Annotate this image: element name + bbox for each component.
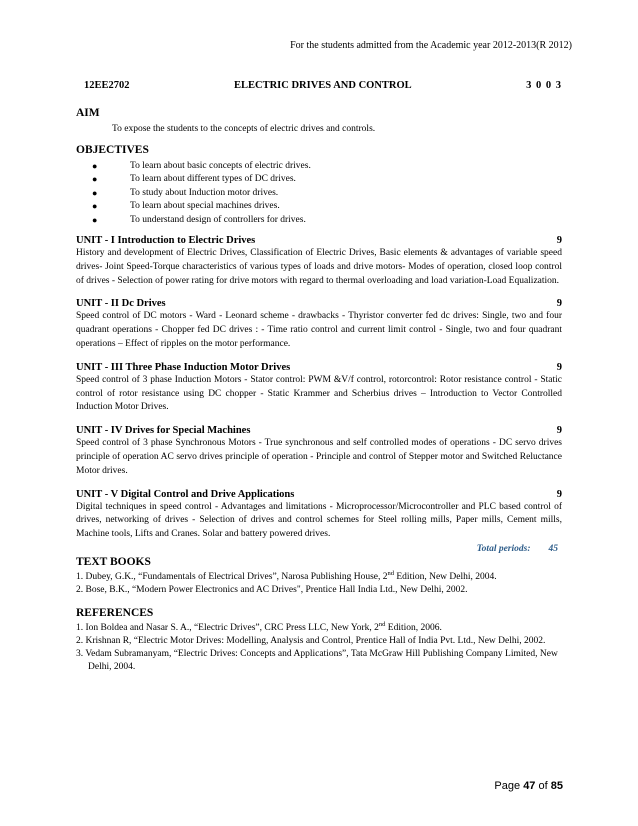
unit-4-body: Speed control of 3 phase Synchronous Motors - True synchronous and self controlled modes of operations - DC servo drives principle of operation AC servo drives principle of operation - Principle and control of Stepper motor and Switched Reluctance Motor drives. [76,438,562,476]
bullet-icon: ● [92,214,98,225]
objective-item: ● To learn about basic concepts of electric drives. [76,160,562,173]
unit-title: UNIT - II Dc Drives [76,298,166,310]
list-item: 2. Bose, B.K., “Modern Power Electronics and AC Drives", Prentice Hall India Ltd., New Delhi, 2002. [76,584,468,595]
list-item: 1. Ion Boldea and Nasar S. A., “Electric Drives”, CRC Press LLC, New York, 2nd Edition, 2006. [76,620,442,633]
bullet-icon: ● [92,161,98,171]
unit-title: UNIT - V Digital Control and Drive Applications [76,488,295,500]
course-credits: 3 0 0 3 [526,80,562,91]
course-row [84,80,562,94]
unit-title: UNIT - I Introduction to Electric Drives [76,235,256,247]
unit-2-body: Speed control of DC motors - Ward - Leonard scheme - drawbacks - Thyristor converter fed dc drives: Single, two and four quadrant operations - Chopper fed DC drives : - Time ratio control and current limit control - Single, two and four quadrant operations – Effect of ripples on the motor performance. [76,311,562,350]
total-periods-label: Total periods: [476,543,531,554]
objective-item: ● To learn about different types of DC drives. [76,173,562,186]
objectives-heading: OBJECTIVES [76,144,149,156]
header-note: For the students admitted from the Academic year 2012-2013(R 2012) [290,40,572,51]
bullet-icon: ● [92,201,98,212]
unit-1-body: History and development of Electric Drives, Classification of Electric Drives, Basic elements & advantages of variable speed drives- Joint Speed-Torque characteristics of various types of loads and drive motors- Modes of operation, closed loop control of drives - Selection of power rating for drive motors with regard to thermal overloading and load variation-Load Equalization. [76,248,562,286]
unit-hours: 9 [556,425,562,437]
unit-3-heading [76,361,562,374]
aim-text: To expose the students to the concepts of electric drives and controls. [112,124,376,134]
unit-hours: 9 [556,235,562,247]
objective-item: ● To study about Induction motor drives. [76,187,562,200]
references-heading: REFERENCES [76,606,154,619]
page-footer [494,780,563,792]
of-label: of [538,780,548,792]
page-number: 47 [523,780,536,792]
page-label: Page [494,780,521,792]
unit-title: UNIT - IV Drives for Special Machines [76,425,251,437]
list-item: 1. Dubey, G.K., “Fundamentals of Electrical Drives”, Narosa Publishing House, 2nd Edition, New Delhi, 2004. [76,569,497,582]
unit-3-body: Speed control of 3 phase Induction Motors - Stator control: PWM &V/f control, rotorcontrol: Rotor resistance control - Static control of rotor resistance using DC chopper - Static Krammer and Scherbius drives – Introduction to Vector Controlled Induction Motor Drives. [76,374,562,413]
objective-item: ● To understand design of controllers for drives. [76,214,562,227]
unit-2-heading [76,297,562,310]
list-item: 2. Krishnan R, “Electric Motor Drives: Modelling, Analysis and Control, Prentice Hall of India Pvt. Ltd., New Delhi, 2002. [76,635,546,646]
unit-1-heading [76,234,562,247]
unit-hours: 9 [556,298,562,310]
aim-heading: AIM [76,107,100,119]
unit-5-heading [76,488,562,501]
unit-hours: 9 [556,488,562,500]
bullet-icon: ● [92,174,98,185]
unit-4-heading [76,424,562,437]
total-periods [76,543,562,555]
total-periods-value: 45 [548,543,558,554]
course-title: ELECTRIC DRIVES AND CONTROL [234,80,412,91]
bullet-icon: ● [92,187,98,198]
list-item: 3. Vedam Subramanyam, “Electric Drives: Concepts and Applications”, Tata McGraw Hill Publishing Company Limited, New Delhi, 2004. [76,648,558,672]
unit-hours: 9 [556,361,562,373]
text-books-list [76,571,562,597]
content [76,106,562,674]
total-pages: 85 [550,780,563,792]
course-code: 12EE2702 [84,80,130,91]
references-list [76,622,562,674]
text-books-heading: TEXT BOOKS [76,555,151,568]
unit-title: UNIT - III Three Phase Induction Motor Drives [76,361,291,373]
objective-item: ● To learn about special machines drives. [76,200,562,213]
unit-5-body: Digital techniques in speed control - Advantages and limitations - Microprocessor/Microcontroller and PLC based control of drives, networking of drives - Selection of drives and control schemes for Steel rolling mills, Paper mills, Cement mills, Machine tools, Lifts and Cranes. Solar and battery powered drives. [76,501,562,540]
objectives-list [76,160,562,227]
